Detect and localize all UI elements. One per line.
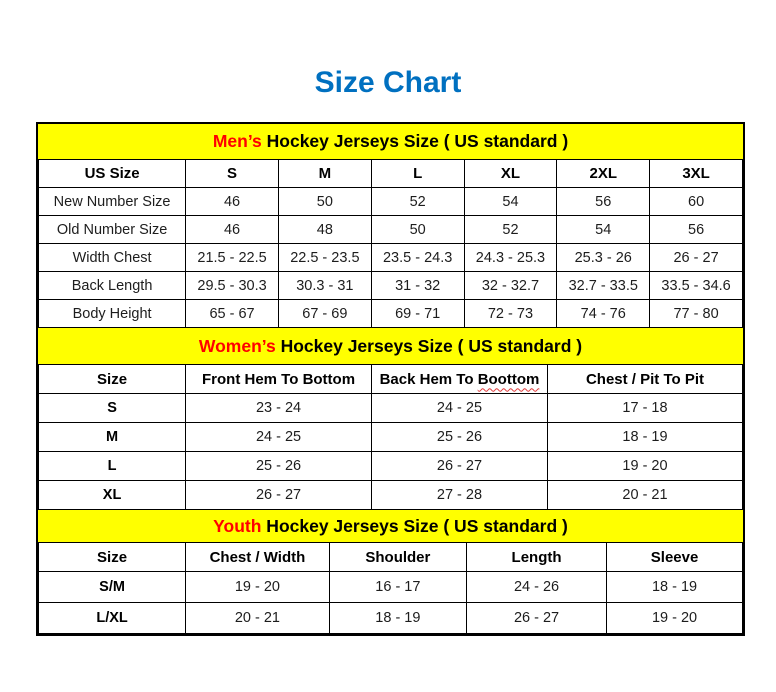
value-cell: 26 - 27	[371, 452, 547, 481]
value-cell: 54	[464, 188, 557, 216]
womens-section-header	[38, 328, 743, 364]
table-row	[39, 244, 743, 272]
row-label: L/XL	[39, 603, 186, 634]
header-cell: S	[186, 160, 279, 188]
header-cell: Chest / Width	[186, 543, 330, 572]
row-label: Body Height	[39, 300, 186, 328]
header-cell: 3XL	[650, 160, 743, 188]
mens-section-header	[38, 124, 743, 159]
table-row	[39, 300, 743, 328]
table-row	[39, 188, 743, 216]
value-cell: 54	[557, 216, 650, 244]
value-cell: 50	[278, 188, 371, 216]
value-cell: 52	[371, 188, 464, 216]
womens-header-rest: Hockey Jerseys Size ( US standard )	[275, 335, 583, 356]
header-text: Back Hem To	[379, 370, 478, 388]
value-cell: 26 - 27	[186, 481, 372, 510]
value-cell: 18 - 19	[547, 423, 742, 452]
header-cell: Size	[39, 365, 186, 394]
value-cell: 60	[650, 188, 743, 216]
mens-size-table	[38, 159, 743, 328]
value-cell: 56	[557, 188, 650, 216]
header-cell: Front Hem To Bottom	[186, 365, 372, 394]
womens-size-table	[38, 364, 743, 510]
value-cell: 26 - 27	[467, 603, 607, 634]
value-cell: 20 - 21	[186, 603, 330, 634]
value-cell: 32 - 32.7	[464, 272, 557, 300]
header-cell	[371, 365, 547, 394]
page-title: Size Chart	[314, 66, 462, 99]
row-label: L	[39, 452, 186, 481]
value-cell: 23 - 24	[186, 394, 372, 423]
value-cell: 29.5 - 30.3	[186, 272, 279, 300]
value-cell: 24 - 25	[186, 423, 372, 452]
value-cell: 67 - 69	[278, 300, 371, 328]
value-cell: 65 - 67	[186, 300, 279, 328]
header-cell: Sleeve	[607, 543, 743, 572]
youth-header-rest: Hockey Jerseys Size ( US standard )	[261, 515, 568, 536]
row-label: M	[39, 423, 186, 452]
header-cell: Size	[39, 543, 186, 572]
header-cell: Chest / Pit To Pit	[547, 365, 742, 394]
value-cell: 46	[186, 188, 279, 216]
youth-section-header	[38, 510, 743, 542]
value-cell: 33.5 - 34.6	[650, 272, 743, 300]
table-row	[39, 481, 743, 510]
misspelled-word: Boottom	[477, 370, 540, 388]
value-cell: 17 - 18	[547, 394, 742, 423]
value-cell: 77 - 80	[650, 300, 743, 328]
value-cell: 46	[186, 216, 279, 244]
table-row	[39, 572, 743, 603]
youth-highlight-label: Youth	[213, 515, 262, 536]
row-label: Old Number Size	[39, 216, 186, 244]
row-label: S	[39, 394, 186, 423]
mens-header-rest: Hockey Jerseys Size ( US standard )	[261, 131, 569, 151]
row-label: XL	[39, 481, 186, 510]
size-chart	[36, 122, 745, 636]
table-row	[39, 394, 743, 423]
value-cell: 72 - 73	[464, 300, 557, 328]
value-cell: 25 - 26	[371, 423, 547, 452]
youth-size-table	[38, 542, 743, 634]
header-cell: L	[371, 160, 464, 188]
value-cell: 25.3 - 26	[557, 244, 650, 272]
row-label: Back Length	[39, 272, 186, 300]
value-cell: 24.3 - 25.3	[464, 244, 557, 272]
header-cell: Shoulder	[329, 543, 466, 572]
value-cell: 18 - 19	[607, 572, 743, 603]
value-cell: 69 - 71	[371, 300, 464, 328]
value-cell: 18 - 19	[329, 603, 466, 634]
value-cell: 19 - 20	[186, 572, 330, 603]
value-cell: 52	[464, 216, 557, 244]
header-cell: Length	[467, 543, 607, 572]
table-row	[39, 603, 743, 634]
mens-highlight-label: Men’s	[212, 131, 262, 151]
womens-header-row	[39, 365, 743, 394]
table-row	[39, 423, 743, 452]
value-cell: 26 - 27	[650, 244, 743, 272]
value-cell: 19 - 20	[607, 603, 743, 634]
row-label: Width Chest	[39, 244, 186, 272]
value-cell: 16 - 17	[329, 572, 466, 603]
value-cell: 23.5 - 24.3	[371, 244, 464, 272]
value-cell: 19 - 20	[547, 452, 742, 481]
value-cell: 21.5 - 22.5	[186, 244, 279, 272]
value-cell: 32.7 - 33.5	[557, 272, 650, 300]
header-cell: 2XL	[557, 160, 650, 188]
table-row	[39, 452, 743, 481]
value-cell: 22.5 - 23.5	[278, 244, 371, 272]
header-cell: XL	[464, 160, 557, 188]
header-cell: M	[278, 160, 371, 188]
value-cell: 31 - 32	[371, 272, 464, 300]
value-cell: 50	[371, 216, 464, 244]
value-cell: 27 - 28	[371, 481, 547, 510]
row-label: New Number Size	[39, 188, 186, 216]
value-cell: 25 - 26	[186, 452, 372, 481]
value-cell: 24 - 25	[371, 394, 547, 423]
value-cell: 74 - 76	[557, 300, 650, 328]
mens-header-row	[39, 160, 743, 188]
value-cell: 30.3 - 31	[278, 272, 371, 300]
womens-highlight-label: Women’s	[198, 335, 276, 356]
table-row	[39, 216, 743, 244]
value-cell: 20 - 21	[547, 481, 742, 510]
value-cell: 48	[278, 216, 371, 244]
value-cell: 56	[650, 216, 743, 244]
value-cell: 24 - 26	[467, 572, 607, 603]
header-cell: US Size	[39, 160, 186, 188]
youth-header-row	[39, 543, 743, 572]
row-label: S/M	[39, 572, 186, 603]
table-row	[39, 272, 743, 300]
